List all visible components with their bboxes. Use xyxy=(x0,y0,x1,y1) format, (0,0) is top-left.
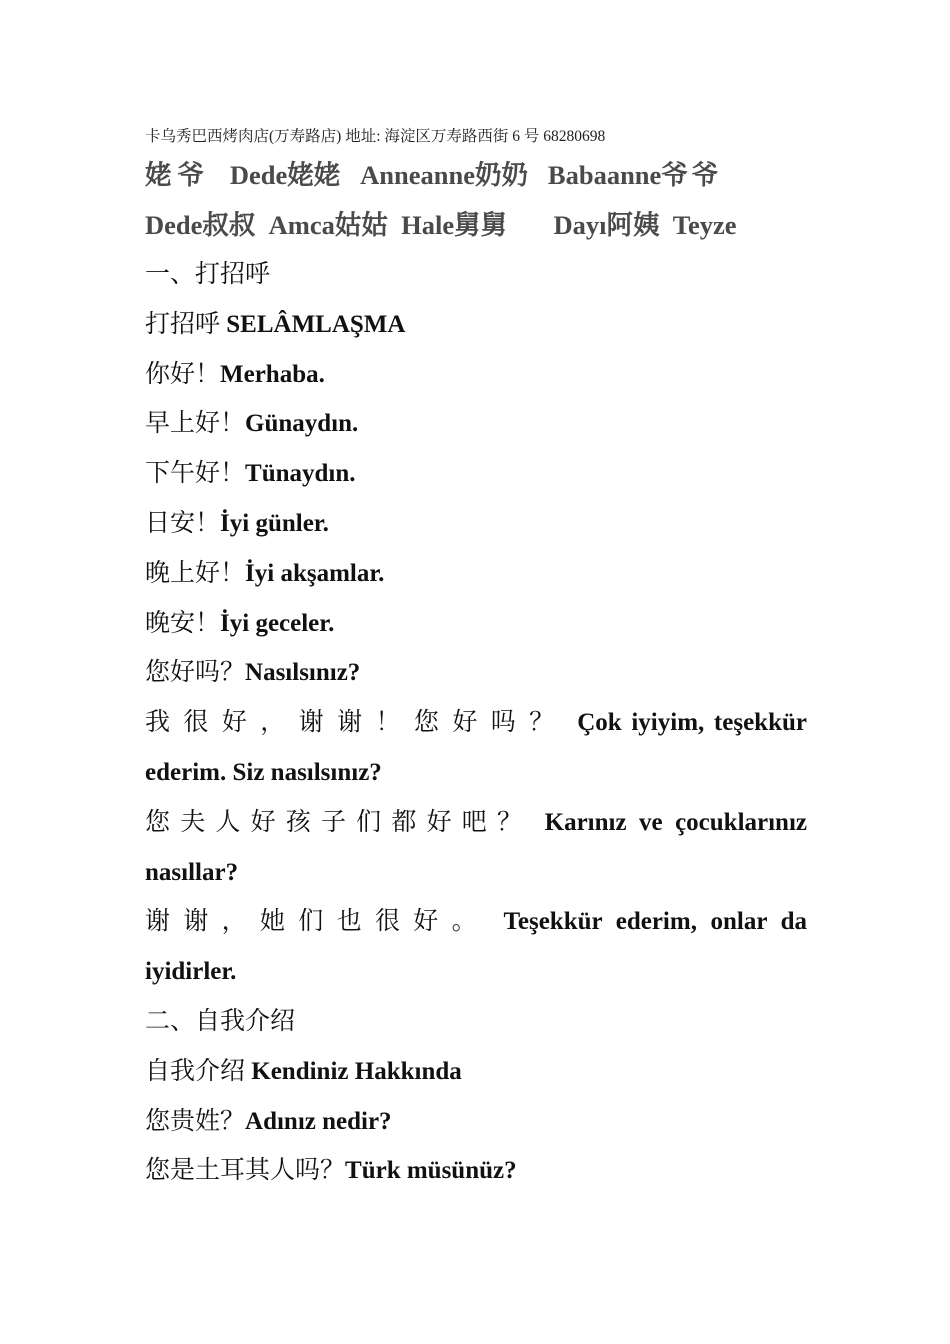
phrase-tr: Çok iyiyim, teşekkür xyxy=(577,709,807,737)
term-zh: 阿姨 xyxy=(606,210,660,240)
term-zh: 奶奶 xyxy=(475,160,529,190)
phrase-tr: Adınız nedir? xyxy=(245,1107,392,1135)
section-heading-self-introduction: 二、自我介绍 xyxy=(145,1007,296,1035)
term-zh: 爷爷 xyxy=(661,160,723,190)
phrase-zh: 谢谢，她们也很好。 xyxy=(145,908,490,936)
term-tr: Dede xyxy=(145,210,203,240)
phrase-line-justified xyxy=(145,897,807,947)
phrase-line xyxy=(145,1097,807,1147)
phrase-tr: İyi geceler. xyxy=(220,609,335,637)
phrase-line xyxy=(145,399,807,449)
restaurant-address-line: 卡乌秀巴西烤肉店(万寿路店) 地址: 海淀区万寿路西街 6 号 68280698 xyxy=(145,128,606,145)
phrase-line xyxy=(145,648,807,698)
phrase-tr: Türk müsünüz? xyxy=(345,1157,517,1185)
family-terms-row-2 xyxy=(145,200,807,250)
term-zh: 叔叔 xyxy=(202,210,256,240)
phrase-line-continued xyxy=(145,748,807,798)
phrase-tr: İyi akşamlar. xyxy=(245,559,385,587)
family-terms-row-1 xyxy=(145,150,807,200)
phrase-zh: 您是土耳其人吗？ xyxy=(145,1157,346,1185)
phrase-zh: 您好吗？ xyxy=(145,659,246,687)
term-tr: Anneanne xyxy=(360,160,476,190)
phrase-zh: 晚上好！ xyxy=(145,559,246,587)
phrase-zh: 您贵姓？ xyxy=(145,1107,246,1135)
phrase-zh: 早上好！ xyxy=(145,410,246,438)
phrase-line xyxy=(145,549,807,599)
phrase-tr: Kendiniz Hakkında xyxy=(251,1057,462,1085)
phrase-zh: 自我介绍 xyxy=(145,1057,252,1085)
phrase-tr: Günaydın. xyxy=(245,410,359,438)
term-zh: 姑姑 xyxy=(334,210,388,240)
phrase-line xyxy=(145,1146,807,1196)
phrase-tr: İyi günler. xyxy=(220,509,329,537)
phrase-line xyxy=(145,1047,807,1097)
section-heading-greetings: 一、打招呼 xyxy=(145,261,271,288)
phrase-line xyxy=(145,599,807,649)
phrase-tr: Nasılsınız? xyxy=(245,659,361,687)
phrase-zh: 下午好！ xyxy=(145,460,246,488)
phrase-tr: ederim. Siz nasılsınız? xyxy=(145,758,382,786)
phrase-zh: 晚安！ xyxy=(145,609,221,637)
phrase-zh: 你好！ xyxy=(145,360,221,388)
phrase-line xyxy=(145,350,807,400)
phrase-tr: Merhaba. xyxy=(220,360,325,388)
phrase-tr: nasıllar? xyxy=(145,858,239,886)
term-tr: Babaanne xyxy=(547,160,662,190)
term-tr: Dede xyxy=(229,160,288,190)
phrase-tr: iyidirler. xyxy=(145,958,237,986)
term-tr: Dayı xyxy=(553,210,607,240)
phrase-line-justified xyxy=(145,798,807,848)
phrase-line xyxy=(145,449,807,499)
phrase-line-justified xyxy=(145,698,807,748)
term-zh: 姥爷 xyxy=(145,160,210,190)
phrase-tr: Tünaydın. xyxy=(245,460,356,488)
term-tr: Amca xyxy=(268,210,335,240)
phrase-line-continued xyxy=(145,947,807,997)
phrase-tr: SELÂMLAŞMA xyxy=(226,310,406,338)
phrase-zh: 打招呼 xyxy=(145,310,227,338)
phrase-zh: 我很好，谢谢！您好吗？ xyxy=(145,709,568,737)
document-body xyxy=(145,124,807,1196)
term-tr: Hale xyxy=(401,210,455,240)
phrase-line xyxy=(145,300,807,350)
phrase-tr: Teşekkür ederim, onlar da xyxy=(503,908,807,936)
phrase-line xyxy=(145,499,807,549)
phrase-zh: 日安！ xyxy=(145,509,221,537)
phrase-zh: 您夫人好孩子们都好吧？ xyxy=(145,808,533,836)
phrase-line-continued xyxy=(145,848,807,898)
phrase-tr: Karınız ve çocuklarınız xyxy=(544,808,807,836)
term-zh: 舅舅 xyxy=(454,210,508,240)
term-tr: Teyze xyxy=(672,210,737,240)
term-zh: 姥姥 xyxy=(287,160,341,190)
